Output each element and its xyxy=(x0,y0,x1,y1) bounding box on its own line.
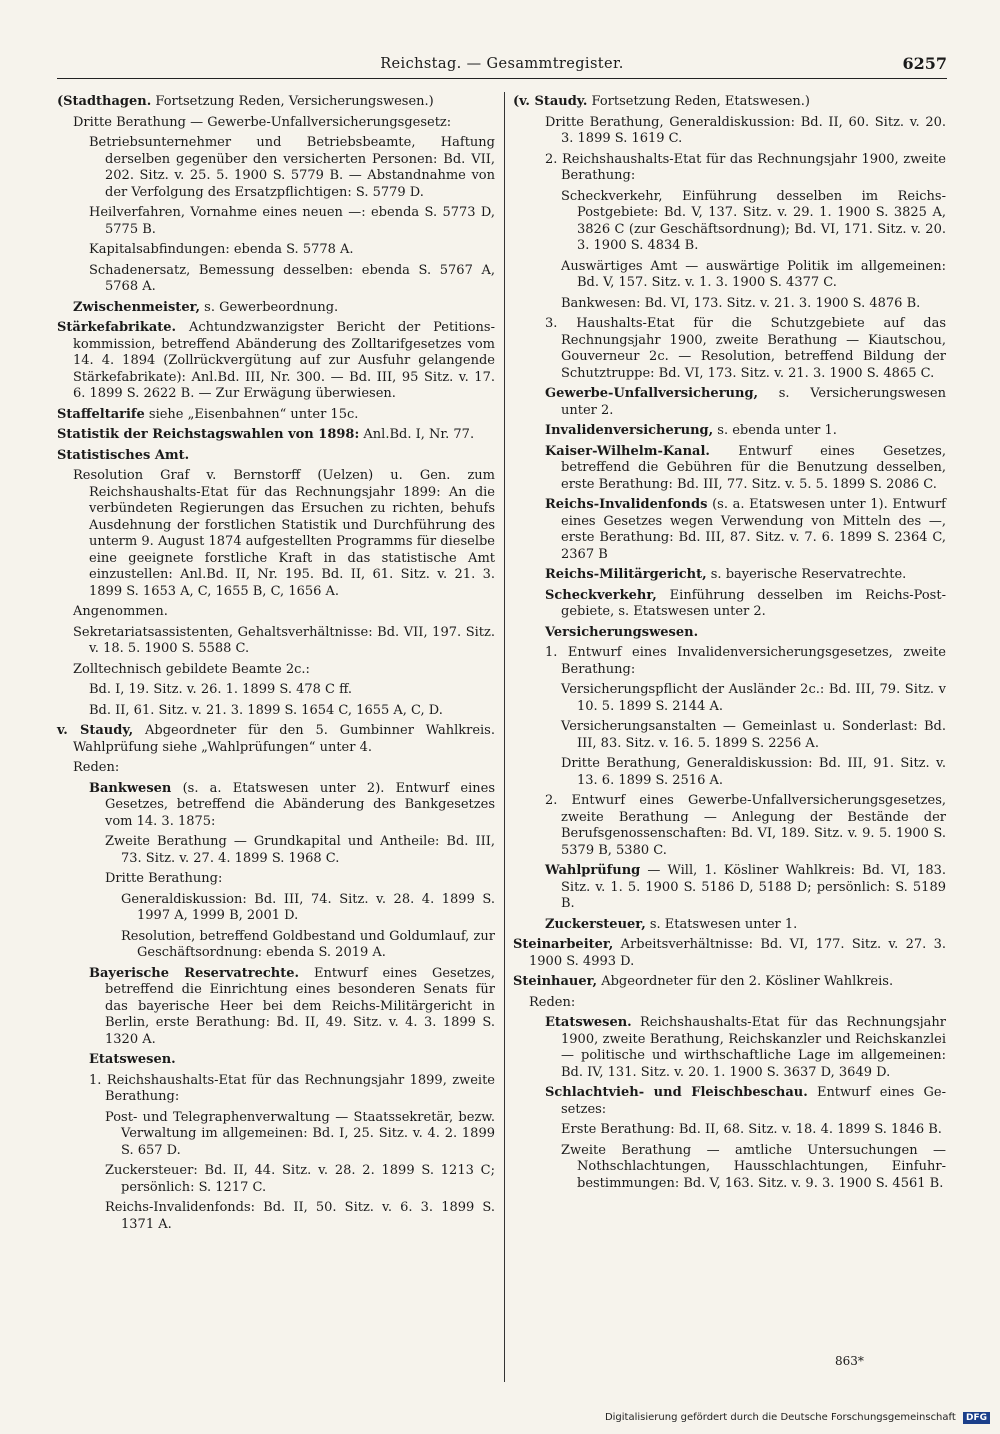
entry-headword: Schlachtvieh- und Fleischbeschau. xyxy=(545,1085,808,1100)
entry-text: Bankwesen: Bd. VI, 173. Sitz. v. 21. 3. 1900 S. 4876 B. xyxy=(561,295,921,311)
entry-text: — Will, 1. Kösliner Wahlkreis: Bd. VI, 183. Sitz. v. 1. 5. 1900 S. 5186 D, 5188 D; persönlich: S. 5189 B. xyxy=(561,863,946,911)
entry-text: Einführung desselben im Reichs-Postgebiete, s. Etatswesen unter 2. xyxy=(561,587,946,619)
index-entry xyxy=(57,892,495,925)
entry-text: Fortsetzung Reden, Etatswesen.) xyxy=(587,94,811,109)
entry-text: Anl.Bd. I, Nr. 77. xyxy=(359,427,475,442)
page-header xyxy=(57,50,947,79)
entry-text: Resolution, betreffend Goldbestand und Goldumlauf, zur Geschäftsordnung: ebenda S. 2019 A. xyxy=(121,928,495,960)
entry-text: Generaldiskussion: Bd. III, 74. Sitz. v. 28. 4. 1899 S. 1997 A, 1999 B, 2001 D. xyxy=(121,891,495,923)
entry-text: Dritte Berathung: xyxy=(105,871,223,886)
index-entry xyxy=(57,703,495,720)
entry-text: Entwurf eines Gesetzes, betreffend die Gebühren für die Benutzung desselben, erste Berathung: Bd. III, 77. Sitz. v. 5. 5. 1899 S. 2086 C. xyxy=(561,443,946,492)
index-entry xyxy=(513,719,946,752)
index-entry xyxy=(57,1110,495,1160)
index-entry xyxy=(57,604,495,621)
entry-text: Achtundzwanzigster Bericht der Petitionskommission, betreffend Abänderung des Zolltarifgesetzes vom 14. 4. 1894 (Zollrückvergütung auf zur Ausfuhr gelangende Stärkefabrikate): Anl.Bd. III, Nr. 300. — Bd. III, 95 Sitz. v. 17. 6. 1899 S. 2622 B. — Zur Erwägung überwiesen. xyxy=(73,320,495,401)
index-entry xyxy=(513,588,946,621)
entry-headword: (Stadthagen. xyxy=(57,94,152,109)
index-entry xyxy=(57,1073,495,1106)
index-entry xyxy=(513,756,946,789)
entry-text: Arbeitsverhältnisse: Bd. VI, 177. Sitz. v. 27. 3. 1900 S. 4993 D. xyxy=(529,937,946,969)
left-column xyxy=(57,94,495,1237)
entry-text: Zolltechnisch gebildete Beamte 2c.: xyxy=(73,661,310,677)
entry-headword: Scheckverkehr, xyxy=(545,587,657,603)
column-divider xyxy=(504,92,505,1382)
index-entry xyxy=(513,793,946,859)
index-entry xyxy=(513,497,946,563)
index-entry xyxy=(57,966,495,1049)
index-entry xyxy=(513,1143,946,1193)
index-entry xyxy=(57,263,495,296)
index-entry xyxy=(513,974,946,991)
entry-text: (s. a. Etatswesen unter 2). Entwurf eines Gesetzes, betreffend die Abänderung des Bankgesetzes vom 14. 3. 1875: xyxy=(105,780,495,829)
entry-text: s. ebenda unter 1. xyxy=(713,423,837,438)
index-entry xyxy=(513,625,946,642)
entry-text: Reichshaushalts-Etat für das Rechnungsjahr 1900, zweite Berathung, Reichskanzler und Reichskanzlei — politische und wirthschaftliche Lage im allgemeinen: Bd. IV, 131. Sitz. v. 20. 1. 1900 S. 3637 D, 3649 D. xyxy=(561,1015,946,1080)
index-entry xyxy=(513,115,946,148)
index-entry xyxy=(57,1052,495,1069)
entry-headword: Steinhauer, xyxy=(513,974,598,989)
entry-headword: Zuckersteuer, xyxy=(545,916,646,932)
entry-text: 1. Reichshaushalts-Etat für das Rechnungsjahr 1899, zweite Berathung: xyxy=(89,1072,495,1104)
entry-headword: Reichs-Invalidenfonds xyxy=(545,497,708,512)
entry-text: Dritte Berathung, Generaldiskussion: Bd. III, 91. Sitz. v. 13. 6. 1899 S. 2516 A. xyxy=(561,756,946,788)
entry-text: s. Gewerbeordnung. xyxy=(200,299,339,315)
entry-text: Bd. I, 19. Sitz. v. 26. 1. 1899 S. 478 C ff. xyxy=(89,682,353,697)
entry-text: Fortsetzung Reden, Versicherungswesen.) xyxy=(151,94,434,109)
index-entry xyxy=(513,645,946,678)
index-entry xyxy=(57,834,495,867)
entry-text: s. Etatswesen unter 1. xyxy=(645,916,798,932)
entry-text: Bd. II, 61. Sitz. v. 21. 3. 1899 S. 1654 C, 1655 A, C, D. xyxy=(89,702,443,718)
index-entry xyxy=(57,448,495,465)
entry-headword: Kaiser-Wilhelm-Kanal. xyxy=(545,443,710,459)
entry-text: Auswärtiges Amt — auswärtige Politik im allgemeinen: Bd. V, 157. Sitz. v. 1. 3. 1900 S. 4377 C. xyxy=(561,258,946,290)
index-entry xyxy=(513,1015,946,1081)
entry-text: Scheckverkehr, Einführung desselben im Reichs-Postgebiete: Bd. V, 137. Sitz. v. 29. 1. 1900 S. 3825 A, 3826 C (zur Geschäftsordnung); Bd. VI, 171. Sitz. v. 20. 3. 1900 S. 4834 B. xyxy=(561,188,946,253)
index-entry xyxy=(57,871,495,888)
index-entry xyxy=(513,1122,946,1139)
index-entry xyxy=(513,259,946,292)
index-entry xyxy=(513,444,946,494)
entry-headword: Reichs-Militärgericht, xyxy=(545,567,707,582)
entry-text: 1. Entwurf eines Invalidenversicherungsgesetzes, zweite Berathung: xyxy=(545,645,946,677)
entry-headword: Steinarbeiter, xyxy=(513,937,614,952)
entry-headword: Etatswesen. xyxy=(89,1052,176,1067)
index-entry xyxy=(57,468,495,600)
entry-text: s. Versicherungswesen unter 2. xyxy=(561,386,946,418)
entry-headword: v. Staudy, xyxy=(57,723,134,738)
index-entry xyxy=(57,427,495,444)
index-entry xyxy=(513,682,946,715)
entry-text: Zweite Berathung — amtliche Untersuchungen — Nothschlachtungen, Hausschlachtungen, Einfuhrbestimmungen: Bd. V, 163. Sitz. v. 9. 3. 1900 S. 4561 B. xyxy=(561,1142,946,1191)
running-title: Reichstag. — Gesammtregister. xyxy=(380,56,624,72)
entry-text: Abgeordneter für den 5. Gumbinner Wahlkreis. Wahlprüfung siehe „Wahlprüfungen“ unter 4. xyxy=(73,723,495,755)
entry-text: Reden: xyxy=(73,760,120,775)
entry-text: Heilverfahren, Vornahme eines neuen —: ebenda S. 5773 D, 5775 B. xyxy=(89,205,495,237)
entry-headword: Bankwesen xyxy=(89,780,172,796)
index-entry xyxy=(57,682,495,699)
entry-text: Versicherungsanstalten — Gemeinlast u. Sonderlast: Bd. III, 83. Sitz. v. 16. 5. 1899 S. 2256 A. xyxy=(561,719,946,751)
index-entry xyxy=(57,662,495,679)
entry-text: 3. Haushalts-Etat für die Schutzgebiete auf das Rechnungsjahr 1900, zweite Berathung — Kiautschou, Gouverneur 2c. — Resolution, betreffend Bildung der Schutztruppe: Bd. VI, 173. Sitz. v. 21. 3. 1900 S. 4865 C. xyxy=(545,316,946,381)
index-entry xyxy=(57,723,495,756)
entry-headword: Wahlprüfung xyxy=(545,863,641,878)
entry-text: Post- und Telegraphenverwaltung — Staatssekretär, bezw. Verwaltung im allgemeinen: Bd. I, 25. Sitz. v. 4. 2. 1899 S. 657 D. xyxy=(105,1109,495,1158)
entry-text: Betriebsunternehmer und Betriebsbeamte, Haftung derselben gegenüber den versicherten Personen: Bd. VII, 202. Sitz. v. 25. 5. 1900 S. 5779 B. — Abstandnahme von der Verfolgung des Ersatzpflichtigen: S. 5779 D. xyxy=(89,135,495,200)
entry-text: Resolution Graf v. Bernstorff (Uelzen) u. Gen. zum Reichshaushalts-Etat für das Rechnungsjahr 1899: An die verbündeten Regierungen das Ersuchen zu richten, behufs Ausdehnung der forstlichen Statistik und Durchführung des unterm 9. August 1874 aufgestellten Programms für dieselbe eine geeignete forstliche Kraft in das statistische Amt einzustellen: Anl.Bd. II, Nr. 195. Bd. II, 61. Sitz. v. 21. 3. 1899 S. 1653 A, C, 1655 B, C, 1656 A. xyxy=(73,468,495,599)
index-entry xyxy=(57,407,495,424)
entry-headword: Gewerbe-Unfallversicherung, xyxy=(545,386,759,401)
entry-text: Kapitalsabfindungen: ebenda S. 5778 A. xyxy=(89,242,354,257)
entry-headword: Staffeltarife xyxy=(57,406,145,422)
index-entry xyxy=(57,242,495,259)
footer xyxy=(605,1412,990,1424)
entry-text: Entwurf eines Gesetzes, betreffend die Einrichtung eines besonderen Senats für das bayerische Heer bei dem Reichs-Militärgericht in Berlin, erste Berathung: Bd. II, 49. Sitz. v. 4. 3. 1899 S. 1320 A. xyxy=(105,965,495,1047)
footer-text: Digitalisierung gefördert durch die Deutsche Forschungsgemeinschaft xyxy=(604,1412,956,1423)
entry-headword: Etatswesen. xyxy=(545,1015,632,1030)
entry-text: Zuckersteuer: Bd. II, 44. Sitz. v. 28. 2. 1899 S. 1213 C; persönlich: S. 1217 C. xyxy=(105,1163,495,1195)
sheet-signature: 863* xyxy=(835,1354,864,1368)
entry-headword: Versicherungswesen. xyxy=(545,624,699,640)
entry-text: s. bayerische Reservatrechte. xyxy=(706,567,907,582)
entry-text: Angenommen. xyxy=(73,604,168,619)
entry-text: (s. a. Etatswesen unter 1). Entwurf eines Gesetzes wegen Verwendung von Mitteln des —, erste Berathung: Bd. III, 87. Sitz. v. 7. 6. 1899 S. 2364 C, 2367 B xyxy=(561,497,946,562)
entry-text: 2. Entwurf eines Gewerbe-Unfallversicherungsgesetzes, zweite Berathung — Anlegung der Bestände der Berufsgenossenschaften: Bd. VI, 189. Sitz. v. 9. 5. 1900 S. 5379 B, 5380 C. xyxy=(545,793,946,858)
entry-text: Reichs-Invalidenfonds: Bd. II, 50. Sitz. v. 6. 3. 1899 S. 1371 A. xyxy=(105,1200,495,1232)
entry-text: Schadenersatz, Bemessung desselben: ebenda S. 5767 A, 5768 A. xyxy=(89,262,495,294)
index-entry xyxy=(513,1085,946,1118)
index-entry xyxy=(57,1163,495,1196)
index-entry xyxy=(57,781,495,831)
entry-headword: Statistisches Amt. xyxy=(57,447,190,463)
index-entry xyxy=(513,189,946,255)
index-entry xyxy=(57,625,495,658)
index-entry xyxy=(57,929,495,962)
index-entry xyxy=(513,567,946,584)
entry-headword: Stärkefabrikate. xyxy=(57,320,177,335)
entry-headword: Invalidenversicherung, xyxy=(545,423,714,438)
index-entry xyxy=(513,316,946,382)
entry-text: Entwurf eines Gesetzes: xyxy=(561,1085,946,1117)
index-entry xyxy=(513,296,946,313)
index-entry xyxy=(57,320,495,403)
entry-headword: (v. Staudy. xyxy=(513,94,588,109)
index-entry xyxy=(513,152,946,185)
index-entry xyxy=(513,995,946,1012)
index-entry xyxy=(513,937,946,970)
index-entry xyxy=(57,135,495,201)
index-entry xyxy=(513,917,946,934)
entry-text: Sekretariatsassistenten, Gehaltsverhältnisse: Bd. VII, 197. Sitz. v. 18. 5. 1900 S. 5588 C. xyxy=(73,624,495,656)
entry-text: Dritte Berathung — Gewerbe-Unfallversicherungsgesetz: xyxy=(73,114,452,130)
index-entry xyxy=(57,94,495,111)
index-entry xyxy=(57,115,495,132)
entry-text: Erste Berathung: Bd. II, 68. Sitz. v. 18. 4. 1899 S. 1846 B. xyxy=(561,1122,942,1137)
entry-text: Reden: xyxy=(529,994,576,1010)
entry-headword: Zwischenmeister, xyxy=(73,299,201,315)
index-entry xyxy=(513,863,946,913)
entry-text: siehe „Eisenbahnen“ unter 15c. xyxy=(144,406,359,422)
page-number: 6257 xyxy=(902,54,947,73)
index-entry xyxy=(57,300,495,317)
entry-text: Zweite Berathung — Grundkapital und Antheile: Bd. III, 73. Sitz. v. 27. 4. 1899 S. 1968 C. xyxy=(105,834,495,866)
index-entry xyxy=(513,94,946,111)
dfg-logo: DFG xyxy=(963,1412,990,1424)
index-entry xyxy=(513,386,946,419)
index-entry xyxy=(57,205,495,238)
index-entry xyxy=(513,423,946,440)
right-column xyxy=(513,94,946,1196)
entry-headword: Bayerische Reservatrechte. xyxy=(89,965,300,981)
entry-headword: Statistik der Reichstagswahlen von 1898: xyxy=(57,427,360,442)
index-entry xyxy=(57,760,495,777)
entry-text: 2. Reichshaushalts-Etat für das Rechnungsjahr 1900, zweite Berathung: xyxy=(545,151,946,183)
entry-text: Abgeordneter für den 2. Kösliner Wahlkreis. xyxy=(597,974,894,989)
entry-text: Versicherungspflicht der Ausländer 2c.: Bd. III, 79. Sitz. v 10. 5. 1899 S. 2144 A. xyxy=(561,682,946,714)
entry-text: Dritte Berathung, Generaldiskussion: Bd. II, 60. Sitz. v. 20. 3. 1899 S. 1619 C. xyxy=(545,114,946,146)
index-entry xyxy=(57,1200,495,1233)
